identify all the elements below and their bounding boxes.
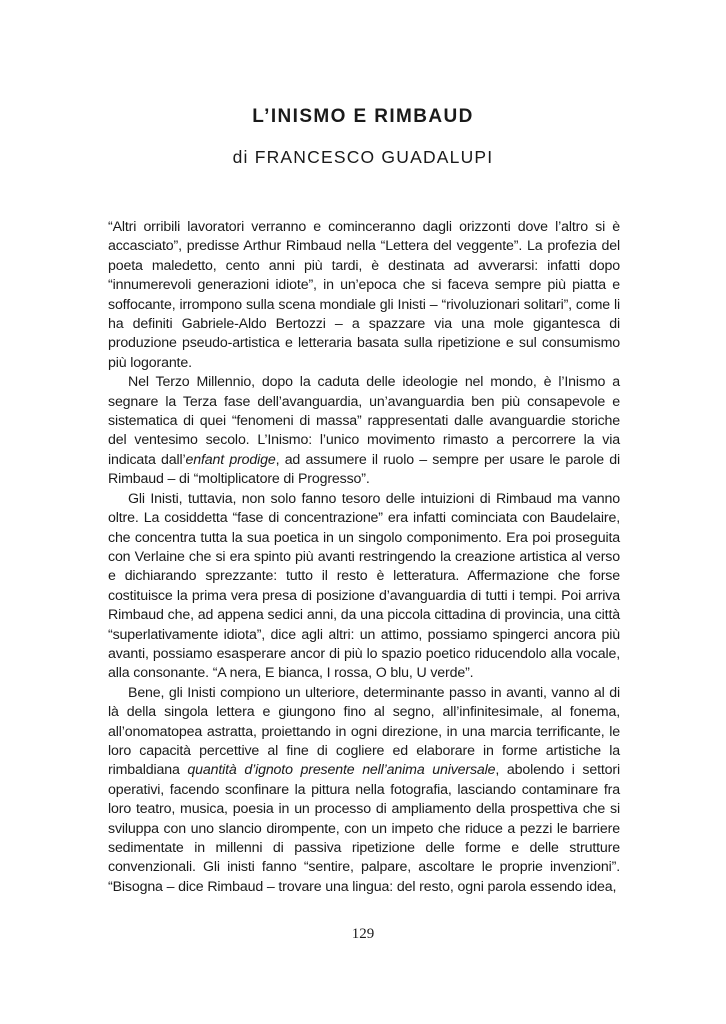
paragraph-text: Bene, gli Inisti compiono un ulteriore, determinante passo in avanti, vanno al di là della singola lettera e giungono fino al segno, all’infinitesimale, al fonema, all’onomatopea astratta, proiettando in ogni direzione, in una marcia terrificante, le loro capacità percettive al fine di cogliere ed elaborare in forme artistiche la rimbaldiana — [108, 684, 620, 779]
italic-phrase: quantità d’ignoto presente nell’anima universale — [187, 762, 496, 779]
paragraph-text: , abolendo i settori operativi, facendo sconfinare la pittura nella fotografia, lasciando contaminare fra loro teatro, musica, poesia in un processo di ampliamento della prospettiva che si sviluppa con uno slancio dirompente, con un impeto che riduce a pezzi le barriere sedimentate in millenni di passiva ripetizione delle forme e delle strutture convenzionali. Gli inisti fanno “sentire, palpare, ascoltare le proprie invenzioni”. “Bisogna – dice Rimbaud – trovare una lingua: del resto, ogni parola essendo idea, — [108, 762, 621, 895]
article-title: L’INISMO E RIMBAUD — [252, 106, 474, 127]
article-body — [108, 218, 620, 897]
paragraph-text: Gli Inisti, tuttavia, non solo fanno tesoro delle intuizioni di Rimbaud ma vanno oltre. La cosiddetta “fase di concentrazione” era infatti cominciata con Baudelaire, che concentra tutta la sua poetica in un singolo componimento. Era poi proseguita con Verlaine che si era spinto più avanti restringendo la creazione artistica al verso e dichiarando sprezzante: tutto il resto è letteratura. Affermazione che forse costituisce la prima vera presa di posizione d’avanguardia di tutti i tempi. Poi arriva Rimbaud che, ad appena sedici anni, da una piccola cittadina di provincia, una città “superlativamente idiota”, dice agli altri: un attimo, possiamo spingerci ancora più avanti, possiamo esasperare ancor di più lo spazio poetico riducendolo alla vocale, alla consonante. “A nera, E bianca, I rossa, O blu, U verde”. — [108, 490, 620, 682]
paragraph — [108, 218, 620, 373]
paragraph — [108, 490, 620, 684]
italic-phrase: enfant prodige — [185, 451, 276, 468]
paragraph-text: Nel Terzo Millennio, dopo la caduta delle ideologie nel mondo, è l’Inismo a segnare la Terza fase dell’avanguardia, un’avanguardia ben più consapevole e sistematica di quei “fenomeni di massa” rappresentati dalle avanguardie storiche del ventesimo secolo. L’Inismo: l’unico movimento rimasto a percorrere la via indicata dall’ — [108, 374, 620, 468]
page-number: 129 — [351, 926, 375, 942]
paragraph — [108, 684, 620, 897]
article-author: di FRANCESCO GUADALUPI — [232, 147, 494, 167]
paragraph-text: , ad assumere il ruolo – sempre per usare le parole di Rimbaud – di “moltiplicatore di Progresso”. — [108, 451, 620, 488]
paragraph — [108, 373, 620, 489]
paragraph-text: “Altri orribili lavoratori verranno e cominceranno dagli orizzonti dove l’altro si è accasciato”, predisse Arthur Rimbaud nella “Lettera del veggente”. La profezia del poeta maledetto, cento anni più tardi, è destinata ad avverarsi: infatti dopo “innumerevoli generazioni idiote”, in un’epoca che si faceva sempre più piatta e soffocante, irrompono sulla scena mondiale gli Inisti – “rivoluzionari solitari”, come li ha definiti Gabriele-Aldo Bertozzi – a spazzare via una mole gigantesca di produzione pseudo-artistica e letteraria basata sulla ripetizione e sul consumismo più logorante. — [108, 219, 620, 371]
